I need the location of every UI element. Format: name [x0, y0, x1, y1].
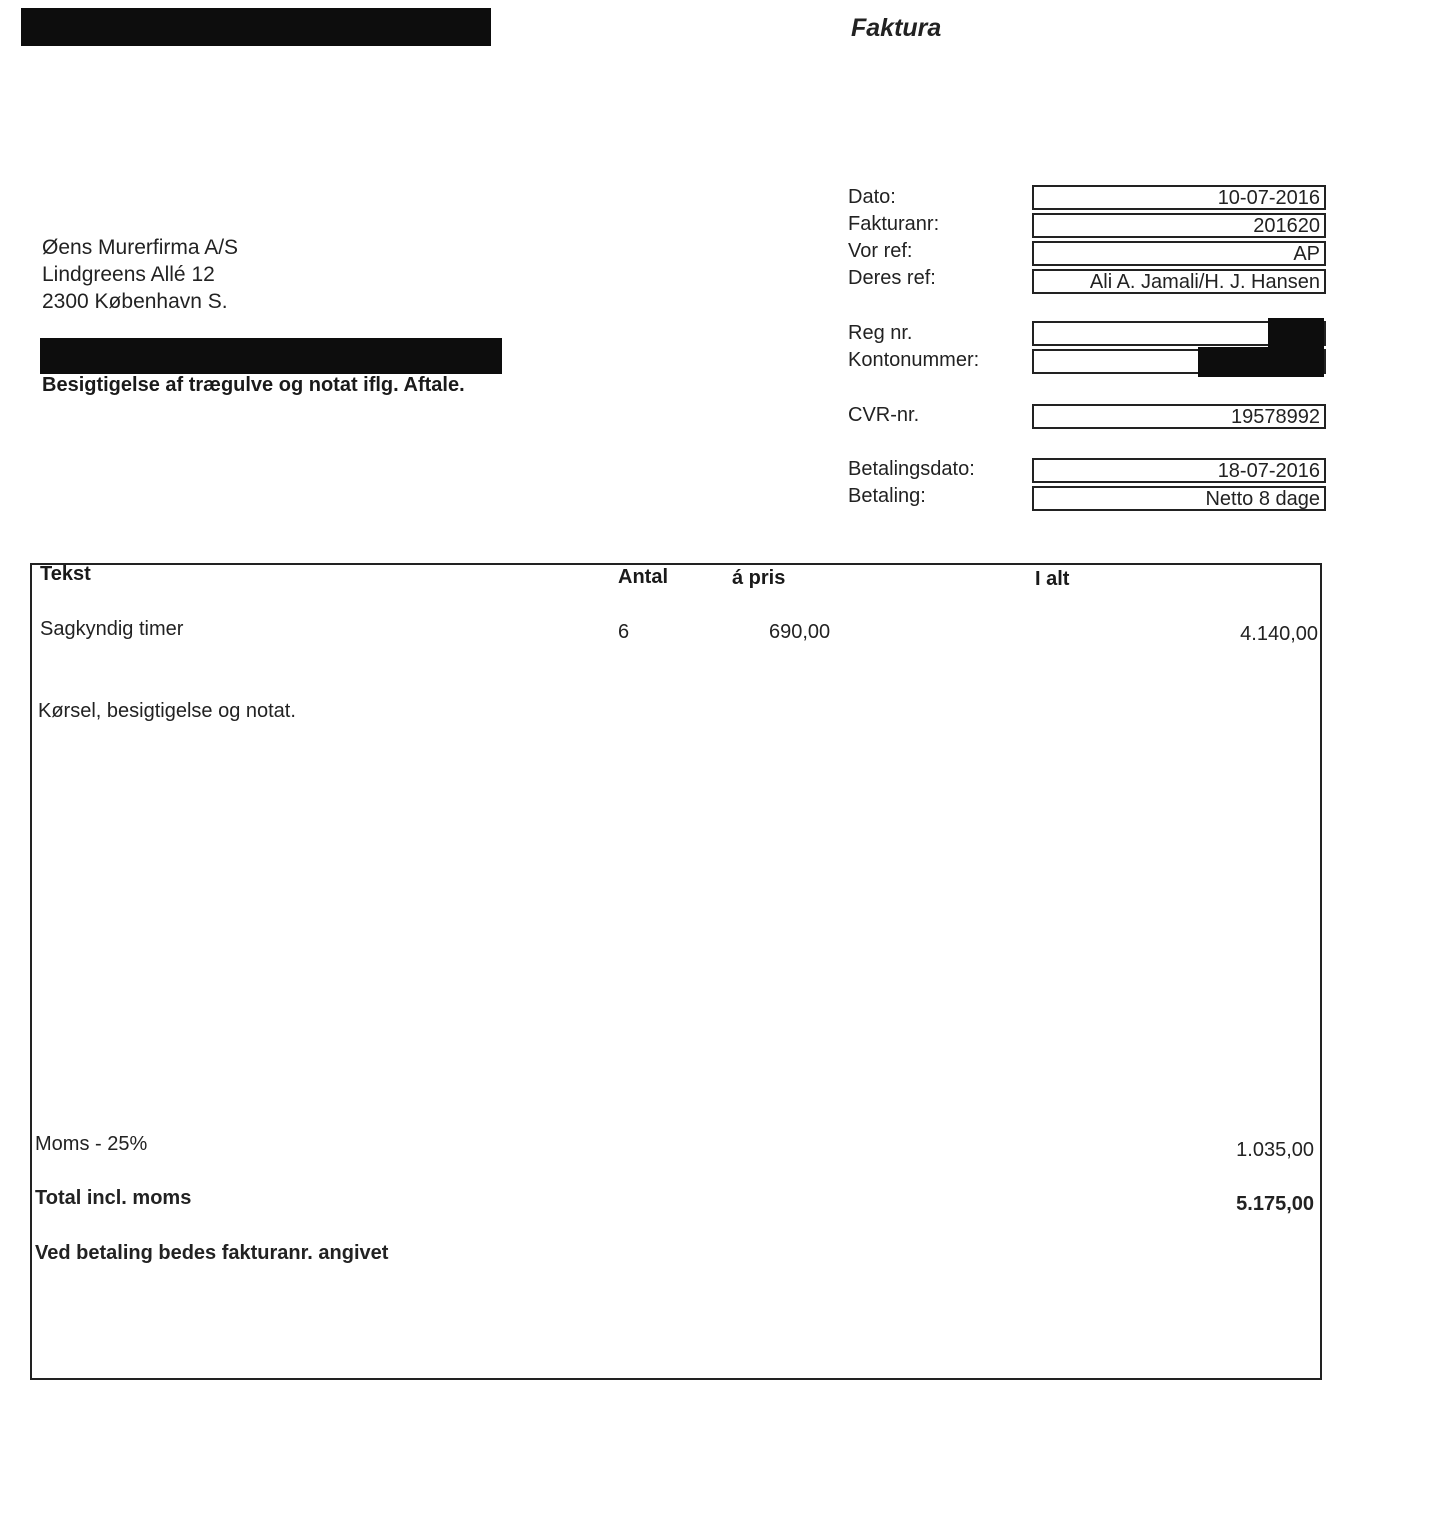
betaling-label: Betaling:: [848, 485, 926, 507]
redacted-kontonummer: [1198, 347, 1324, 377]
cvr-label: CVR-nr.: [848, 404, 920, 426]
fakturanr-value: 201620: [1032, 213, 1326, 238]
betaling-value: Netto 8 dage: [1032, 486, 1326, 511]
recipient-street: Lindgreens Allé 12: [42, 263, 215, 286]
dato-label: Dato:: [848, 186, 896, 208]
deres-ref-label: Deres ref:: [848, 267, 936, 289]
line-item-antal: 6: [618, 621, 630, 643]
deres-ref-value: Ali A. Jamali/H. J. Hansen: [1032, 269, 1326, 294]
line-item-a-pris: 690,00: [769, 621, 831, 643]
betalingsdato-label: Betalingsdato:: [848, 458, 975, 480]
line-item-description: Kørsel, besigtigelse og notat.: [38, 700, 296, 722]
recipient-city: 2300 København S.: [42, 290, 228, 313]
cvr-value: 19578992: [1032, 404, 1326, 429]
line-item-tekst: Sagkyndig timer: [40, 618, 184, 640]
invoice-subject: Besigtigelse af trægulve og notat iflg. Aftale.: [42, 374, 465, 396]
recipient-name: Øens Murerfirma A/S: [42, 236, 239, 259]
betalingsdato-value: 18-07-2016: [1032, 458, 1326, 483]
redacted-company-name: [21, 8, 491, 46]
total-label: Total incl. moms: [35, 1187, 192, 1209]
vor-ref-value: AP: [1032, 241, 1326, 266]
dato-value: 10-07-2016: [1032, 185, 1326, 210]
payment-note: Ved betaling bedes fakturanr. angivet: [35, 1242, 389, 1264]
column-header-antal: Antal: [618, 566, 668, 588]
document-title: Faktura: [851, 14, 942, 42]
moms-value: 1.035,00: [1236, 1139, 1314, 1161]
total-value: 5.175,00: [1236, 1193, 1314, 1215]
redacted-attention-line: [40, 338, 502, 374]
moms-label: Moms - 25%: [35, 1133, 148, 1155]
reg-nr-label: Reg nr.: [848, 322, 913, 344]
line-item-i-alt: 4.140,00: [1240, 623, 1318, 645]
column-header-tekst: Tekst: [40, 563, 91, 585]
kontonummer-label: Kontonummer:: [848, 349, 980, 371]
column-header-i-alt: I alt: [1035, 568, 1070, 590]
column-header-a-pris: á pris: [732, 567, 786, 589]
fakturanr-label: Fakturanr:: [848, 213, 940, 235]
vor-ref-label: Vor ref:: [848, 240, 913, 262]
